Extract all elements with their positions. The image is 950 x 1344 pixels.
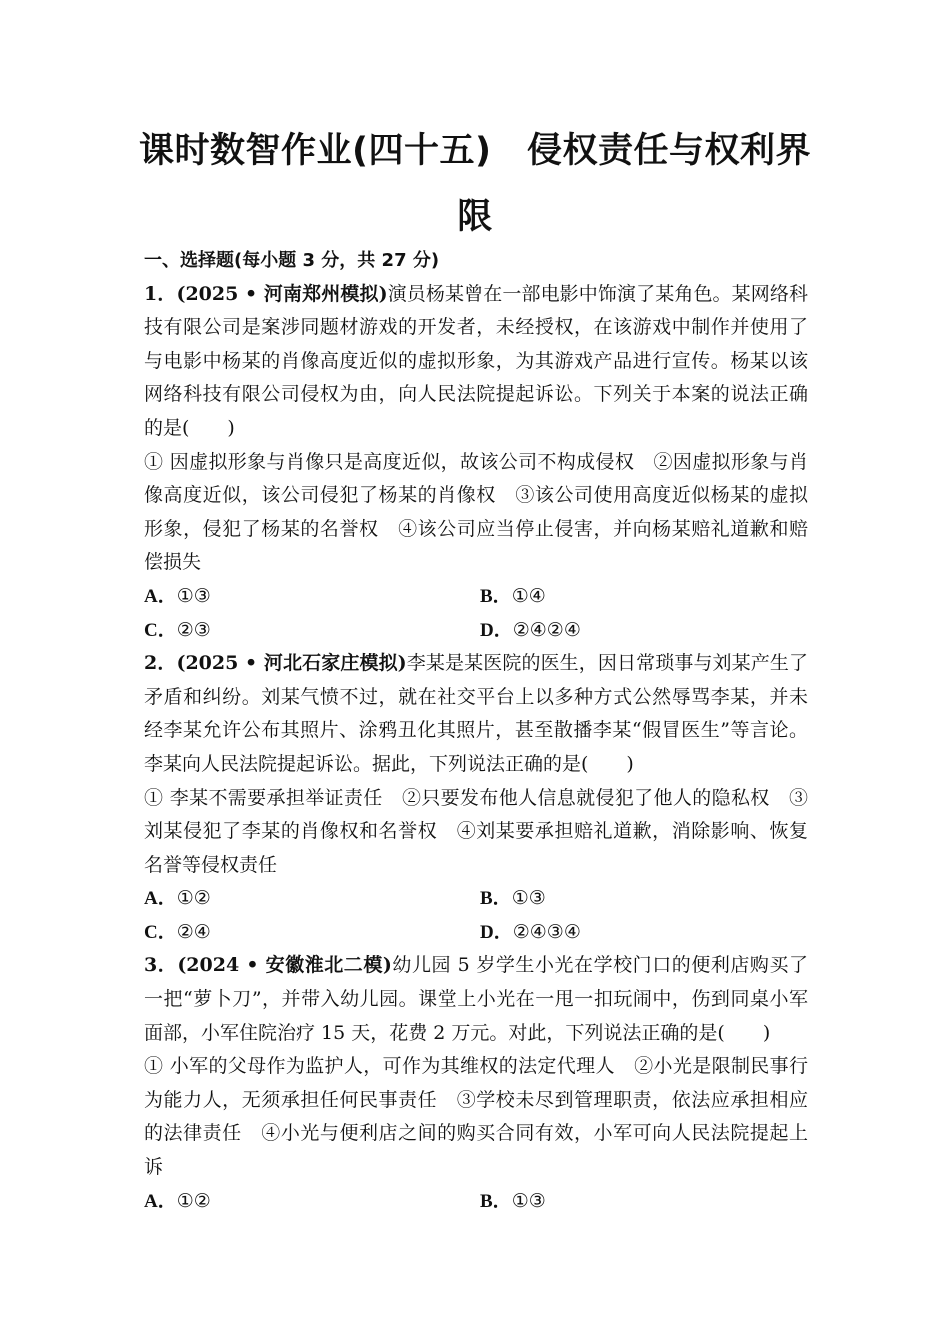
question-stem: [144, 647, 808, 781]
question-2: [144, 647, 808, 949]
option-letter: D．: [480, 921, 513, 943]
question-source: (2025 • 河南郑州模拟): [176, 282, 388, 305]
option-row: [144, 882, 808, 916]
option-letter: A．: [144, 585, 177, 607]
option-letter: C．: [144, 619, 177, 641]
question-text: 幼儿园 5 岁学生小光在学校门口的便利店购买了一把“萝卜刀”，并带入幼儿园。课堂上小光在一甩一扣玩闹中，伤到同桌小军面部，小军住院治疗 15 天，花费 2 万元。对此，下列说法正确的是( ): [144, 954, 808, 1044]
option-row: [144, 1185, 808, 1219]
option-letter: B．: [480, 888, 512, 910]
option-text: ①③: [176, 584, 211, 607]
option-letter: C．: [144, 921, 177, 943]
question-statements: ① 小军的父母作为监护人，可作为其维权的法定代理人 ②小光是限制民事行为能力人，无须承担任何民事责任 ③学校未尽到管理职责，依法应承担相应的法律责任 ④小光与便利店之间的购买合同有效，小军可向人民法院提起上诉: [144, 1055, 808, 1179]
option-letter: B．: [480, 585, 512, 607]
option-letter: D．: [480, 619, 513, 641]
question-source: (2025 • 河北石家庄模拟): [176, 652, 407, 675]
question-text: 李某是某医院的医生，因日常琐事与刘某产生了矛盾和纠纷。刘某气愤不过，就在社交平台上以多种方式公然辱骂李某，并未经李某允许公布其照片、涂鸦丑化其照片，甚至散播李某“假冒医生”等言论。李某向人民法院提起诉讼。据此，下列说法正确的是( ): [144, 652, 808, 775]
option-a[interactable]: [144, 882, 211, 916]
question-stem: [144, 949, 808, 1050]
option-letter: A．: [144, 888, 177, 910]
option-d[interactable]: [480, 614, 581, 648]
question-text: 演员杨某曾在一部电影中饰演了某角色。某网络科技有限公司是案涉同题材游戏的开发者，未经授权，在该游戏中制作并使用了与电影中杨某的肖像高度近似的虚拟形象，为其游戏产品进行宣传。杨某以该网络科技有限公司侵权为由，向人民法院提起诉讼。下列关于本案的说法正确的是( ): [144, 282, 808, 439]
option-b[interactable]: [480, 882, 546, 916]
option-text: ①②: [176, 1189, 211, 1212]
title-line-2: 限: [457, 197, 493, 237]
option-row: [144, 916, 808, 950]
option-c[interactable]: [144, 916, 211, 950]
section-heading: 一、选择题(每小题 3 分，共 27 分): [144, 250, 440, 271]
option-c[interactable]: [144, 614, 211, 648]
title-line-1: 课时数智作业(四十五) 侵权责任与权利界: [139, 131, 811, 171]
question-number: 1．: [144, 282, 177, 305]
option-a[interactable]: [144, 1185, 211, 1219]
option-text: ②③: [176, 618, 211, 641]
option-b[interactable]: [480, 1185, 546, 1219]
page-title: [130, 118, 820, 250]
option-text: ②④③④: [512, 920, 581, 943]
option-letter: B．: [480, 1190, 512, 1212]
question-source: (2024 • 安徽淮北二模): [177, 954, 392, 977]
question-statements: ① 李某不需要承担举证责任 ②只要发布他人信息就侵犯了他人的隐私权 ③刘某侵犯了李某的肖像权和名誉权 ④刘某要承担赔礼道歉，消除影响、恢复名誉等侵权责任: [144, 786, 808, 876]
option-text: ②④: [176, 920, 211, 943]
option-row: [144, 614, 808, 648]
option-d[interactable]: [480, 916, 581, 950]
option-text: ①③: [511, 887, 546, 910]
option-text: ②④②④: [512, 618, 581, 641]
option-text: ①②: [176, 887, 211, 910]
question-stem: [144, 278, 808, 446]
question-1: [144, 278, 808, 648]
option-b[interactable]: [480, 580, 546, 614]
option-a[interactable]: [144, 580, 211, 614]
question-statements: ① 因虚拟形象与肖像只是高度近似，故该公司不构成侵权 ②因虚拟形象与肖像高度近似，该公司侵犯了杨某的肖像权 ③该公司使用高度近似杨某的虚拟形象，侵犯了杨某的名誉权 ④该公司应当停止侵害，并向杨某赔礼道歉和赔偿损失: [144, 450, 808, 574]
question-3: [144, 949, 808, 1218]
option-text: ①④: [511, 584, 546, 607]
option-text: ①③: [511, 1189, 546, 1212]
document-body: [144, 244, 808, 1218]
question-number: 3．: [144, 954, 178, 977]
option-letter: A．: [144, 1190, 177, 1212]
question-number: 2．: [144, 652, 177, 675]
option-row: [144, 580, 808, 614]
